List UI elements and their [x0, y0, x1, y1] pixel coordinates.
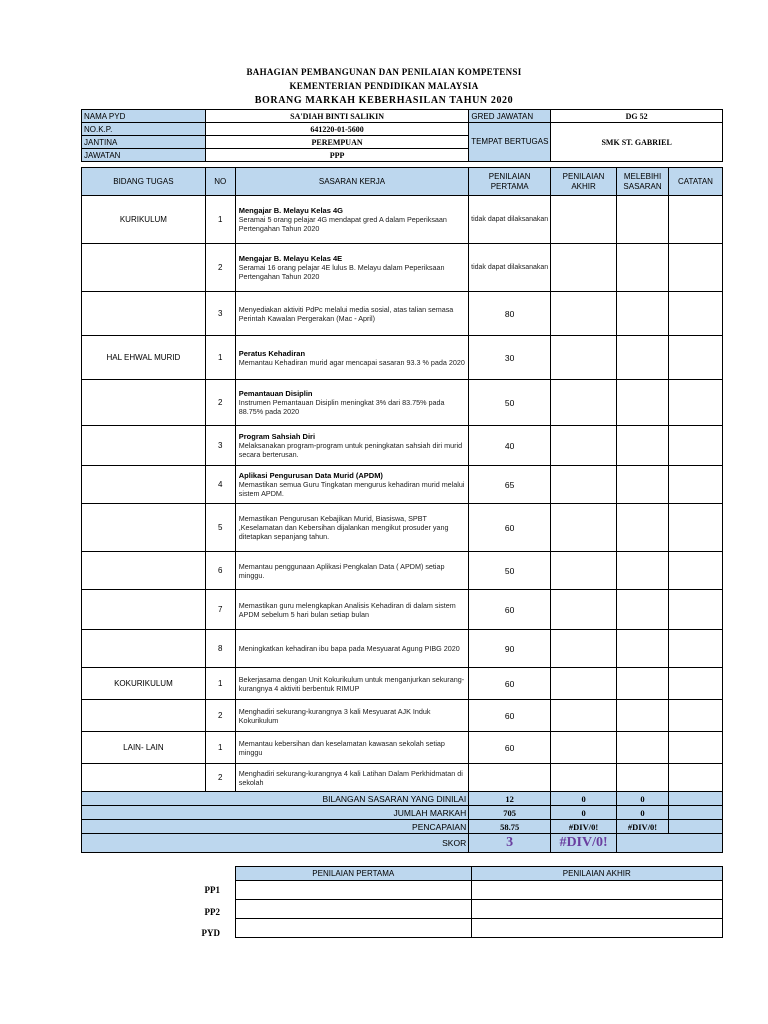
melebihi-sasaran-cell: [617, 244, 669, 292]
bidang-cell: [82, 466, 206, 504]
sasaran-cell: [235, 466, 468, 504]
melebihi-sasaran-cell: [617, 732, 669, 764]
target-row: [82, 380, 723, 426]
pp2-akhir-cell: [471, 900, 722, 919]
target-row: [82, 244, 723, 292]
penilaian-pertama-cell: 60: [469, 504, 551, 552]
penilaian-akhir-cell: [551, 700, 617, 732]
no-cell: 2: [205, 244, 235, 292]
target-row: [82, 336, 723, 380]
no-cell: 1: [205, 196, 235, 244]
bidang-cell: [82, 700, 206, 732]
no-cell: 2: [205, 380, 235, 426]
bidang-cell: HAL EHWAL MURID: [82, 336, 206, 380]
skor-pa: #DIV/0!: [551, 834, 617, 853]
jumlah-label: JUMLAH MARKAH: [82, 806, 469, 820]
pp1-label: PP1: [204, 885, 220, 895]
sasaran-cell: [235, 732, 468, 764]
no-cell: 7: [205, 590, 235, 630]
catatan-cell: [668, 196, 722, 244]
melebihi-sasaran-cell: [617, 764, 669, 792]
pencapaian-pa: #DIV/0!: [551, 820, 617, 834]
penilaian-akhir-cell: [551, 630, 617, 668]
jawatan-value: PPP: [205, 149, 469, 162]
nokp-label: NO.K.P.: [82, 123, 206, 136]
target-row: [82, 504, 723, 552]
catatan-cell: [668, 504, 722, 552]
catatan-cell: [668, 336, 722, 380]
penilaian-pertama-cell: tidak dapat dilaksanakan: [469, 244, 551, 292]
jawatan-label: JAWATAN: [82, 149, 206, 162]
pp1-akhir-cell: [471, 881, 722, 900]
penilaian-akhir-cell: [551, 668, 617, 700]
melebihi-sasaran-cell: [617, 590, 669, 630]
sasaran-cell: [235, 764, 468, 792]
no-cell: 5: [205, 504, 235, 552]
gred-label: GRED JAWATAN: [469, 110, 551, 123]
bidang-cell: [82, 380, 206, 426]
col-penilaian-akhir: PENILAIAN AKHIR: [551, 168, 617, 196]
col-penilaian-pertama: PENILAIAN PERTAMA: [469, 168, 551, 196]
penilaian-pertama-cell: tidak dapat dilaksanakan: [469, 196, 551, 244]
bidang-cell: [82, 630, 206, 668]
target-row: [82, 630, 723, 668]
penilaian-akhir-cell: [551, 590, 617, 630]
penilaian-akhir-cell: [551, 426, 617, 466]
sasaran-cell: [235, 700, 468, 732]
jumlah-pa: 0: [551, 806, 617, 820]
penilaian-pertama-cell: 65: [469, 466, 551, 504]
melebihi-sasaran-cell: [617, 196, 669, 244]
sasaran-cell: [235, 292, 468, 336]
bilangan-ms: 0: [617, 792, 669, 806]
catatan-cell: [668, 426, 722, 466]
bidang-cell: [82, 764, 206, 792]
sasaran-cell: [235, 336, 468, 380]
catatan-cell: [668, 244, 722, 292]
header-line-2: KEMENTERIAN PENDIDIKAN MALAYSIA: [289, 81, 479, 91]
bottom-col-akhir: PENILAIAN AKHIR: [471, 867, 722, 881]
jumlah-pp: 705: [469, 806, 551, 820]
pp2-label: PP2: [204, 907, 220, 917]
penilaian-pertama-cell: [469, 764, 551, 792]
catatan-cell: [668, 590, 722, 630]
sasaran-cell: [235, 668, 468, 700]
target-row: [82, 700, 723, 732]
bidang-cell: LAIN- LAIN: [82, 732, 206, 764]
penilaian-akhir-cell: [551, 466, 617, 504]
bidang-cell: [82, 590, 206, 630]
sasaran-desc: Meningkatkan kehadiran ibu bapa pada Mesyuarat Agung PIBG 2020: [238, 644, 460, 653]
no-cell: 2: [205, 764, 235, 792]
sasaran-title: Peratus Kehadiran: [238, 348, 306, 358]
no-cell: 8: [205, 630, 235, 668]
col-sasaran: SASARAN KERJA: [235, 168, 468, 196]
pencapaian-catatan: [668, 820, 722, 834]
catatan-cell: [668, 552, 722, 590]
sasaran-cell: [235, 504, 468, 552]
bidang-cell: [82, 426, 206, 466]
penilaian-akhir-cell: [551, 196, 617, 244]
melebihi-sasaran-cell: [617, 466, 669, 504]
penilaian-akhir-cell: [551, 336, 617, 380]
melebihi-sasaran-cell: [617, 504, 669, 552]
penilaian-akhir-cell: [551, 552, 617, 590]
skor-label: SKOR: [82, 834, 469, 853]
catatan-cell: [668, 466, 722, 504]
sasaran-cell: [235, 426, 468, 466]
signature-table: [235, 866, 723, 938]
sasaran-title: Mengajar B. Melayu Kelas 4E: [238, 254, 343, 263]
target-table: [81, 167, 723, 853]
penilaian-akhir-cell: [551, 504, 617, 552]
target-row: [82, 426, 723, 466]
sasaran-desc: Memastikan Pengurusan Kebajikan Murid, Biasiswa, SPBT ,Keselamatan dan Kebersihan dijalankan mengikut prosuder yang ditetapkan sepanjang tahun.: [238, 514, 449, 541]
pyd-label: PYD: [201, 928, 220, 938]
penilaian-akhir-cell: [551, 292, 617, 336]
penilaian-akhir-cell: [551, 732, 617, 764]
melebihi-sasaran-cell: [617, 426, 669, 466]
sasaran-desc: Memantau penggunaan Aplikasi Pengkalan Data ( APDM) setiap minggu.: [238, 561, 445, 580]
nama-value: SA'DIAH BINTI SALIKIN: [205, 110, 469, 123]
penilaian-pertama-cell: 50: [469, 552, 551, 590]
target-rows: [82, 196, 723, 792]
sasaran-desc: Menghadiri sekurang-kurangnya 3 kali Mesyuarat AJK Induk Kokurikulum: [238, 706, 431, 725]
no-cell: 3: [205, 292, 235, 336]
col-no: NO: [205, 168, 235, 196]
skor-pp: 3: [469, 834, 551, 853]
sasaran-cell: [235, 196, 468, 244]
catatan-cell: [668, 732, 722, 764]
target-row: [82, 292, 723, 336]
gred-value: DG 52: [551, 110, 723, 123]
sasaran-title: Program Sahsiah Diri: [238, 432, 316, 441]
penilaian-pertama-cell: 60: [469, 700, 551, 732]
sasaran-desc: Melaksanakan program-program untuk peningkatan sahsiah diri murid secara berterusan.: [238, 441, 463, 459]
sasaran-title: Aplikasi Pengurusan Data Murid (APDM): [238, 471, 383, 480]
bidang-cell: KURIKULUM: [82, 196, 206, 244]
sasaran-cell: [235, 552, 468, 590]
sasaran-desc: Seramai 16 orang pelajar 4E lulus B. Melayu dalam Peperiksaan Pertengahan Tahun 2020: [238, 263, 445, 281]
penilaian-pertama-cell: 80: [469, 292, 551, 336]
no-cell: 3: [205, 426, 235, 466]
no-cell: 2: [205, 700, 235, 732]
bilangan-catatan: [668, 792, 722, 806]
target-row: [82, 590, 723, 630]
sasaran-desc: Memantau Kehadiran murid agar mencapai sasaran 93.3 % pada 2020: [238, 357, 465, 367]
no-cell: 1: [205, 732, 235, 764]
penilaian-akhir-cell: [551, 244, 617, 292]
melebihi-sasaran-cell: [617, 336, 669, 380]
pp1-pertama-cell: [236, 881, 472, 900]
tempat-label: TEMPAT BERTUGAS: [469, 123, 551, 162]
bidang-cell: [82, 504, 206, 552]
tempat-value: SMK ST. GABRIEL: [551, 123, 723, 162]
penilaian-pertama-cell: 90: [469, 630, 551, 668]
catatan-cell: [668, 292, 722, 336]
skor-empty: [617, 834, 723, 853]
sasaran-desc: Instrumen Pemantauan Disiplin meningkat 3% dari 83.75% pada 88.75% pada 2020: [238, 398, 445, 416]
bilangan-pp: 12: [469, 792, 551, 806]
melebihi-sasaran-cell: [617, 552, 669, 590]
catatan-cell: [668, 630, 722, 668]
bidang-cell: [82, 244, 206, 292]
sasaran-desc: Memastikan semua Guru Tingkatan mengurus kehadiran murid melalui sistem APDM.: [238, 480, 465, 498]
penilaian-pertama-cell: 60: [469, 732, 551, 764]
no-cell: 1: [205, 336, 235, 380]
pyd-akhir-cell: [471, 919, 722, 938]
bilangan-label: BILANGAN SASARAN YANG DINILAI: [82, 792, 469, 806]
jumlah-catatan: [668, 806, 722, 820]
bidang-cell: KOKURIKULUM: [82, 668, 206, 700]
target-row: [82, 196, 723, 244]
info-table: [81, 109, 723, 162]
target-row: [82, 552, 723, 590]
sasaran-desc: Memantau kebersihan dan keselamatan kawasan sekolah setiap minggu: [238, 738, 445, 757]
target-row: [82, 466, 723, 504]
penilaian-pertama-cell: 60: [469, 590, 551, 630]
no-cell: 4: [205, 466, 235, 504]
col-melebihi-sasaran: MELEBIHI SASARAN: [617, 168, 669, 196]
penilaian-pertama-cell: 30: [469, 336, 551, 380]
target-row: [82, 668, 723, 700]
penilaian-pertama-cell: 60: [469, 668, 551, 700]
sasaran-desc: Bekerjasama dengan Unit Kokurikulum untuk menganjurkan sekurang-kurangnya 4 aktiviti berbentuk RIMUP: [238, 674, 465, 693]
catatan-cell: [668, 700, 722, 732]
melebihi-sasaran-cell: [617, 630, 669, 668]
jantina-value: PEREMPUAN: [205, 136, 469, 149]
col-catatan: CATATAN: [668, 168, 722, 196]
sasaran-desc: Seramai 5 orang pelajar 4G mendapat gred A dalam Peperiksaan Pertengahan Tahun 2020: [238, 215, 447, 233]
pencapaian-pp: 58.75: [469, 820, 551, 834]
jantina-label: JANTINA: [82, 136, 206, 149]
col-bidang: BIDANG TUGAS: [82, 168, 206, 196]
catatan-cell: [668, 380, 722, 426]
sasaran-title: Pemantauan Disiplin: [238, 389, 313, 398]
melebihi-sasaran-cell: [617, 380, 669, 426]
no-cell: 6: [205, 552, 235, 590]
sasaran-desc: Memastikan guru melengkapkan Analisis Kehadiran di dalam sistem APDM sebelum 5 hari bulan setiap bulan: [238, 600, 456, 619]
catatan-cell: [668, 764, 722, 792]
bidang-cell: [82, 552, 206, 590]
nokp-value: 641220-01-5600: [205, 123, 469, 136]
pp2-pertama-cell: [236, 900, 472, 919]
target-row: [82, 764, 723, 792]
nama-label: NAMA PYD: [82, 110, 206, 123]
jumlah-ms: 0: [617, 806, 669, 820]
sasaran-desc: Menyediakan aktiviti PdPc melalui media sosial, atas talian semasa Perintah Kawalan Pergerakan (Mac - April): [238, 304, 454, 323]
penilaian-akhir-cell: [551, 764, 617, 792]
form-title: BORANG MARKAH KEBERHASILAN TAHUN 2020: [254, 95, 514, 106]
sasaran-cell: [235, 630, 468, 668]
penilaian-akhir-cell: [551, 380, 617, 426]
penilaian-pertama-cell: 50: [469, 380, 551, 426]
melebihi-sasaran-cell: [617, 292, 669, 336]
sasaran-cell: [235, 590, 468, 630]
pyd-pertama-cell: [236, 919, 472, 938]
melebihi-sasaran-cell: [617, 668, 669, 700]
sasaran-cell: [235, 244, 468, 292]
sasaran-desc: Menghadiri sekurang-kurangnya 4 kali Latihan Dalam Perkhidmatan di sekolah: [238, 768, 463, 787]
no-cell: 1: [205, 668, 235, 700]
bidang-cell: [82, 292, 206, 336]
pencapaian-ms: #DIV/0!: [617, 820, 669, 834]
bilangan-pa: 0: [551, 792, 617, 806]
melebihi-sasaran-cell: [617, 700, 669, 732]
header-line-1: BAHAGIAN PEMBANGUNAN DAN PENILAIAN KOMPETENSI: [246, 67, 522, 77]
penilaian-pertama-cell: 40: [469, 426, 551, 466]
pencapaian-label: PENCAPAIAN: [82, 820, 469, 834]
bottom-col-pertama: PENILAIAN PERTAMA: [236, 867, 472, 881]
sasaran-cell: [235, 380, 468, 426]
target-row: [82, 732, 723, 764]
catatan-cell: [668, 668, 722, 700]
sasaran-title: Mengajar B. Melayu Kelas 4G: [238, 206, 343, 215]
